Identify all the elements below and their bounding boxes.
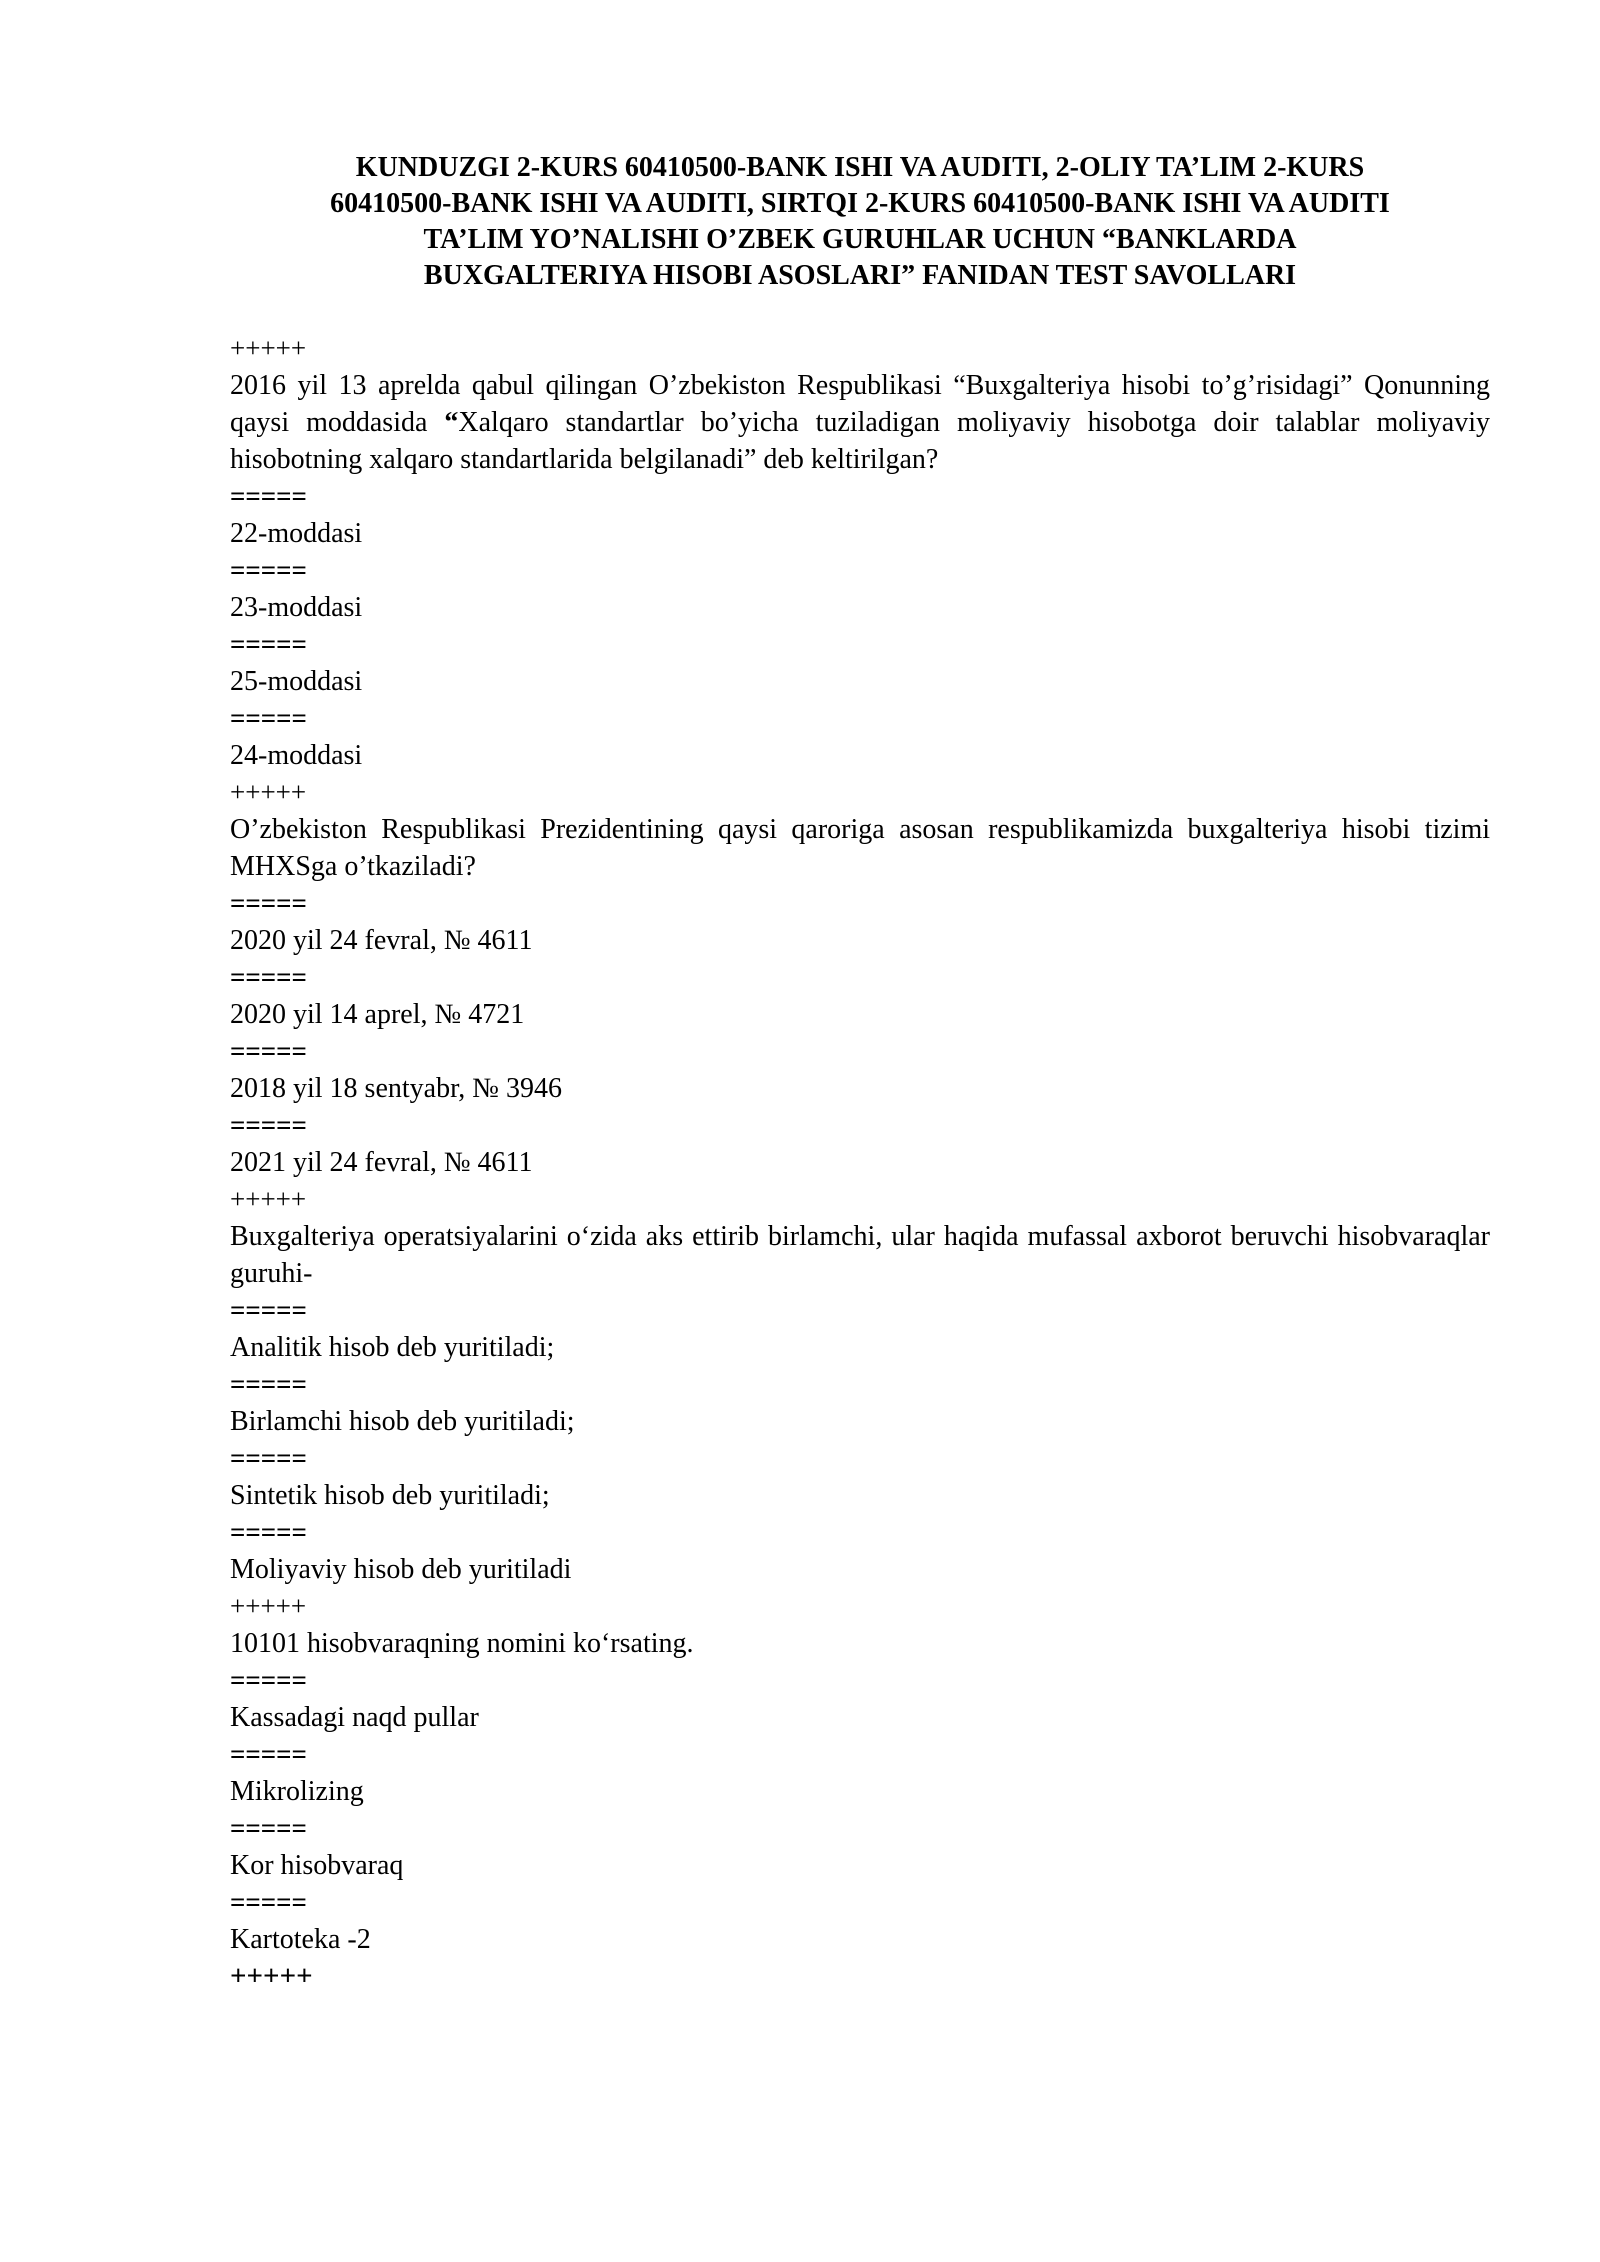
answer-option: Moliyaviy hisob deb yuritiladi xyxy=(230,1554,572,1585)
title-line: BUXGALTERIYA HISOBI ASOSLARI” FANIDAN TEST SAVOLLARI xyxy=(423,260,1297,291)
answer-option: Birlamchi hisob deb yuritiladi; xyxy=(230,1406,575,1437)
answer-option: Sintetik hisob deb yuritiladi; xyxy=(230,1480,550,1511)
answer-marker: ===== xyxy=(230,1369,307,1399)
question-marker: +++++ xyxy=(230,1184,307,1214)
question-text xyxy=(230,1625,1490,1662)
answer-marker: ===== xyxy=(230,1739,307,1769)
answer-marker: ===== xyxy=(230,1036,307,1066)
question-text-part: 10101 hisobvaraqning nomini ko‘rsating. xyxy=(230,1628,694,1659)
answer-marker: ===== xyxy=(230,703,307,733)
question-quote-mark: “ xyxy=(444,407,459,438)
answer-marker: ===== xyxy=(230,888,307,918)
answer-option: Analitik hisob deb yuritiladi; xyxy=(230,1332,555,1363)
question-text-part: O’zbekiston Respublikasi Prezidentining qaysi qaroriga asosan respublikamizda buxgalteriya hisobi tizimi MHXSga o’tkaziladi? xyxy=(230,814,1490,882)
answer-option: Kor hisobvaraq xyxy=(230,1850,404,1881)
answer-marker: ===== xyxy=(230,555,307,585)
question-text xyxy=(230,811,1490,885)
question-marker: +++++ xyxy=(230,1591,307,1621)
answer-option: Kassadagi naqd pullar xyxy=(230,1702,479,1733)
answer-option: 22-moddasi xyxy=(230,518,363,549)
question-text-part: Buxgalteriya operatsiyalarini o‘zida aks ettirib birlamchi, ular haqida mufassal axborot beruvchi hisobvaraqlar guruhi- xyxy=(230,1221,1490,1289)
question-marker: +++++ xyxy=(230,777,307,807)
title-line: 60410500-BANK ISHI VA AUDITI, SIRTQI 2-KURS 60410500-BANK ISHI VA AUDITI xyxy=(330,188,1390,219)
answer-option: Kartoteka -2 xyxy=(230,1924,371,1955)
answer-marker: ===== xyxy=(230,1110,307,1140)
answer-marker: ===== xyxy=(230,629,307,659)
question-block xyxy=(230,330,1490,774)
question-marker: +++++ xyxy=(230,1960,313,1992)
answer-marker: ===== xyxy=(230,1665,307,1695)
answer-marker: ===== xyxy=(230,962,307,992)
question-block xyxy=(230,1588,1490,1958)
question-block xyxy=(230,774,1490,1181)
question-text xyxy=(230,367,1490,478)
document-title xyxy=(230,150,1490,294)
question-text xyxy=(230,1218,1490,1292)
question-marker: +++++ xyxy=(230,333,307,363)
answer-option: 2020 yil 14 aprel, № 4721 xyxy=(230,999,525,1030)
document-page xyxy=(230,150,1490,1995)
answer-option: 2021 yil 24 fevral, № 4611 xyxy=(230,1147,533,1178)
answer-option: 25-moddasi xyxy=(230,666,363,697)
answer-option: Mikrolizing xyxy=(230,1776,364,1807)
answer-marker: ===== xyxy=(230,1295,307,1325)
answer-marker: ===== xyxy=(230,1813,307,1843)
title-line: TA’LIM YO’NALISHI O’ZBEK GURUHLAR UCHUN “BANKLARDA xyxy=(423,224,1297,255)
answer-option: 2018 yil 18 sentyabr, № 3946 xyxy=(230,1073,563,1104)
answer-marker: ===== xyxy=(230,1887,307,1917)
answer-marker: ===== xyxy=(230,1443,307,1473)
answer-option: 24-moddasi xyxy=(230,740,363,771)
answer-marker: ===== xyxy=(230,1517,307,1547)
title-line: KUNDUZGI 2-KURS 60410500-BANK ISHI VA AUDITI, 2-OLIY TA’LIM 2-KURS xyxy=(355,152,1365,183)
answer-option: 2020 yil 24 fevral, № 4611 xyxy=(230,925,533,956)
question-block xyxy=(230,1181,1490,1588)
answer-marker: ===== xyxy=(230,481,307,511)
question-text-part: 2016 yil 13 aprelda qabul qilingan O’zbekiston Respublikasi “Buxgalteriya hisobi to’g’risidagi” Qonunning qaysi moddasida xyxy=(230,370,1490,438)
question-text-part: Xalqaro standartlar bo’yicha tuziladigan moliyaviy hisobotga doir talablar moliyaviy hisobotning xalqaro standartlarida belgilanadi” deb keltirilgan? xyxy=(230,407,1490,475)
answer-option: 23-moddasi xyxy=(230,592,363,623)
